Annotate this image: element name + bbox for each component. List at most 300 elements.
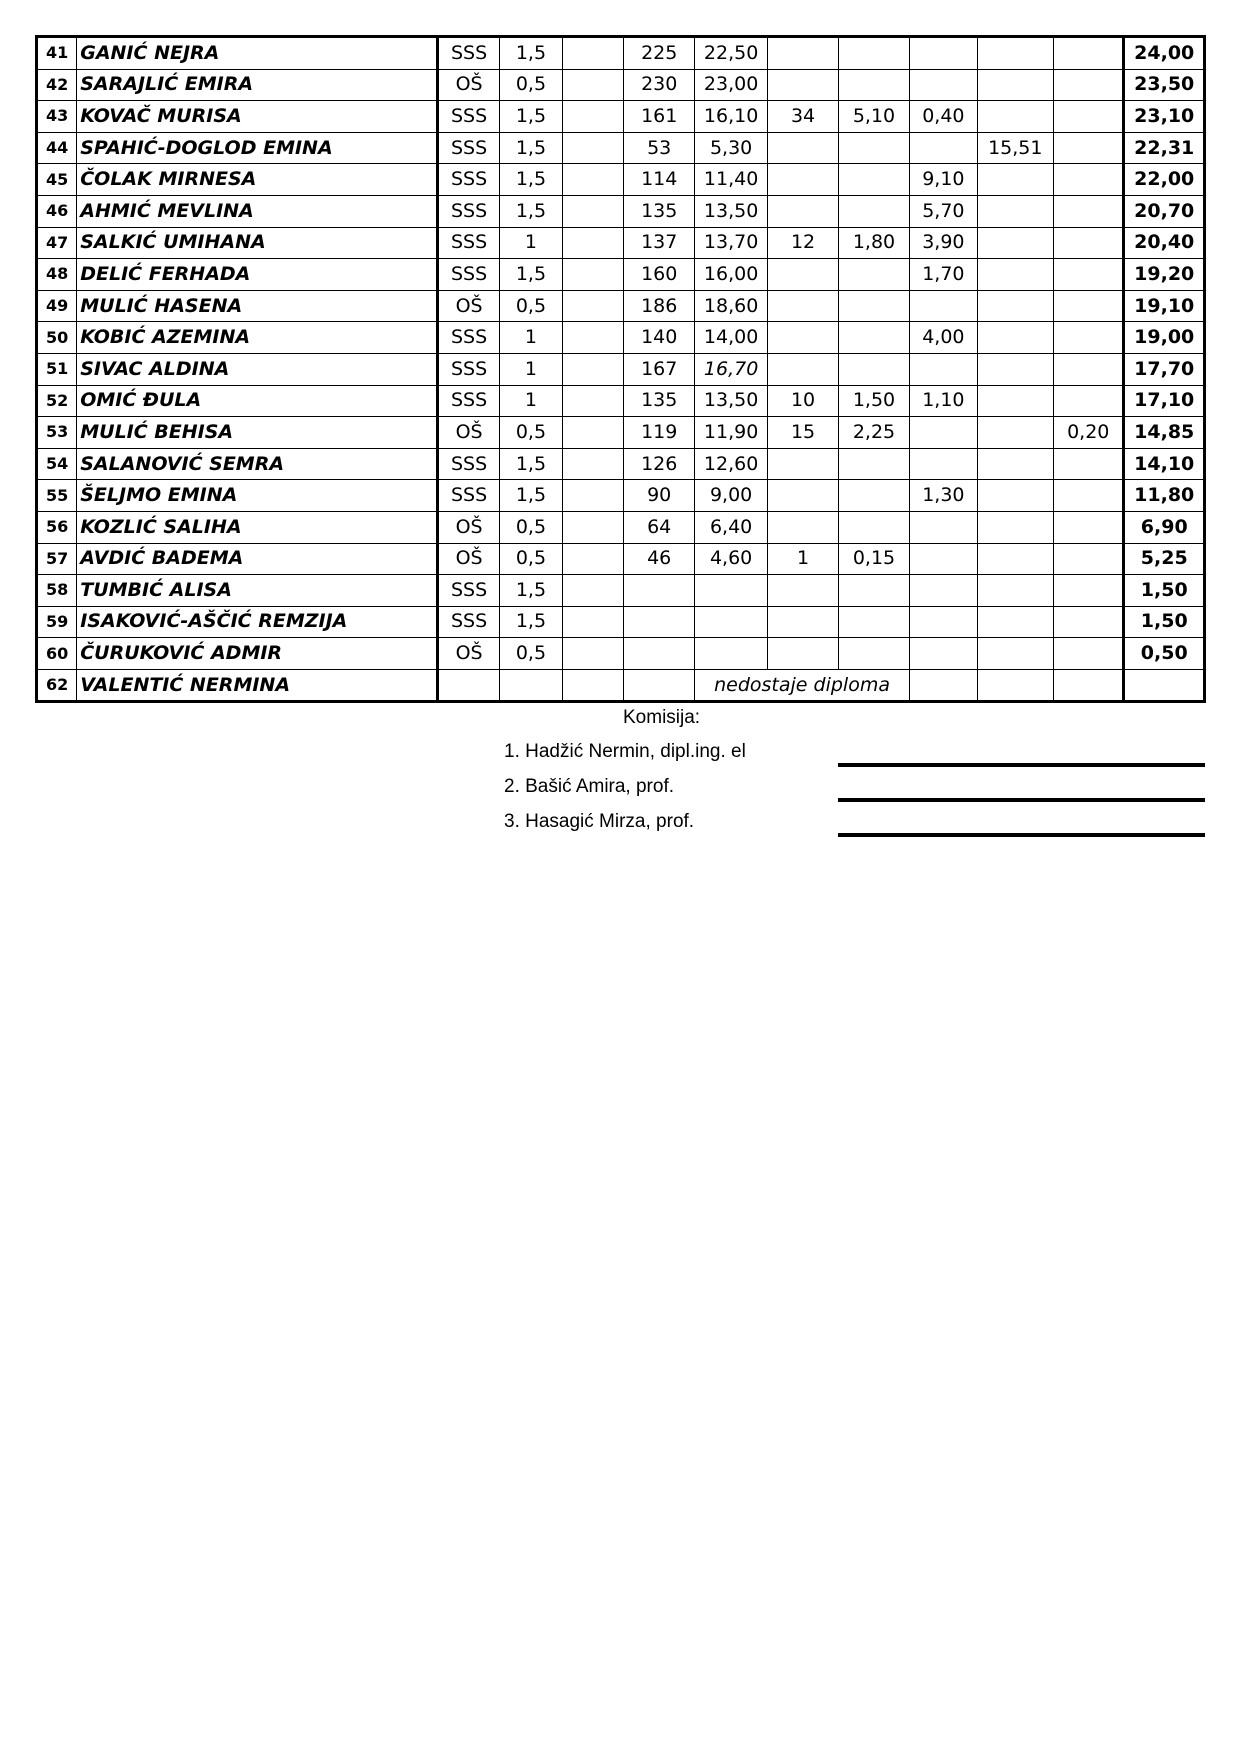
candidate-name: KOZLIĆ SALIHA [77,511,438,543]
score-cell: 5,70 [910,195,977,227]
score-cell [563,353,624,385]
score-cell: 137 [624,227,694,259]
school-level: SSS [438,385,499,417]
score-cell: 16,70 [694,353,767,385]
table-row [37,227,1205,259]
row-number: 48 [37,259,77,291]
score-cell: 1,5 [499,606,562,638]
row-number: 52 [37,385,77,417]
total-points: 0,50 [1124,638,1205,670]
score-cell: 53 [624,132,694,164]
score-cell [977,575,1053,607]
row-number: 49 [37,290,77,322]
score-cell [977,101,1053,133]
table-row [37,575,1205,607]
score-cell: 0,5 [499,290,562,322]
score-cell [977,606,1053,638]
score-cell: 12 [768,227,838,259]
score-cell: 2,25 [838,417,909,449]
score-cell [1054,511,1124,543]
score-cell: 3,90 [910,227,977,259]
table-row [37,37,1205,70]
score-cell: 23,00 [694,69,767,101]
score-cell [1054,606,1124,638]
score-cell [977,164,1053,196]
candidate-name: OMIĆ ĐULA [77,385,438,417]
score-cell [563,638,624,670]
score-cell: 135 [624,195,694,227]
score-cell [768,259,838,291]
score-cell: 1,5 [499,37,562,70]
score-cell: 1,5 [499,448,562,480]
total-points: 14,10 [1124,448,1205,480]
school-level: SSS [438,132,499,164]
candidate-name: SALKIĆ UMIHANA [77,227,438,259]
table-row [37,448,1205,480]
score-cell [694,575,767,607]
score-cell: 1 [499,322,562,354]
school-level: SSS [438,606,499,638]
row-number: 44 [37,132,77,164]
score-cell [1054,385,1124,417]
score-cell [768,195,838,227]
score-cell: 1,80 [838,227,909,259]
score-cell: 1,5 [499,164,562,196]
candidate-name: MULIĆ BEHISA [77,417,438,449]
cell [910,669,977,702]
score-cell [977,638,1053,670]
school-level: OŠ [438,417,499,449]
candidate-name: KOVAČ MURISA [77,101,438,133]
score-cell [1054,353,1124,385]
score-cell [1054,638,1124,670]
score-cell [977,448,1053,480]
table-row [37,69,1205,101]
score-cell: 15,51 [977,132,1053,164]
score-cell: 135 [624,385,694,417]
score-cell: 0,20 [1054,417,1124,449]
score-cell: 1,10 [910,385,977,417]
table-row [37,353,1205,385]
school-level: SSS [438,195,499,227]
score-cell: 0,5 [499,417,562,449]
school-level: SSS [438,259,499,291]
score-cell [768,290,838,322]
score-cell [563,385,624,417]
table-row [37,322,1205,354]
total-points: 17,10 [1124,385,1205,417]
candidate-name: SPAHIĆ-DOGLOD EMINA [77,132,438,164]
score-cell [768,511,838,543]
score-cell [1054,227,1124,259]
row-number: 46 [37,195,77,227]
score-cell [910,606,977,638]
candidate-name: TUMBIĆ ALISA [77,575,438,607]
score-cell [838,606,909,638]
score-cell [838,480,909,512]
score-cell [838,164,909,196]
table-row [37,606,1205,638]
score-cell: 18,60 [694,290,767,322]
table-row [37,638,1205,670]
score-cell [768,37,838,70]
score-cell [563,164,624,196]
score-cell [768,132,838,164]
signature-line-2 [838,798,1205,802]
score-cell [838,448,909,480]
row-number: 54 [37,448,77,480]
score-cell: 4,60 [694,543,767,575]
score-cell [1054,164,1124,196]
candidate-name: ISAKOVIĆ-AŠČIĆ REMZIJA [77,606,438,638]
score-cell [838,638,909,670]
score-cell [768,353,838,385]
candidate-name: ŠELJMO EMINA [77,480,438,512]
total-points: 19,00 [1124,322,1205,354]
score-cell: 1,5 [499,259,562,291]
candidate-name: MULIĆ HASENA [77,290,438,322]
score-cell: 1,5 [499,480,562,512]
score-cell [910,543,977,575]
row-number: 56 [37,511,77,543]
score-cell [768,575,838,607]
candidate-name: SALANOVIĆ SEMRA [77,448,438,480]
score-cell [910,575,977,607]
school-level: SSS [438,353,499,385]
score-cell: 13,50 [694,385,767,417]
score-cell: 160 [624,259,694,291]
commission-member-2: 2. Bašić Amira, prof. [504,776,675,797]
score-cell [977,353,1053,385]
score-cell: 5,30 [694,132,767,164]
score-cell [838,575,909,607]
row-number: 45 [37,164,77,196]
score-cell: 126 [624,448,694,480]
score-cell [563,448,624,480]
candidate-name: ČURUKOVIĆ ADMIR [77,638,438,670]
total-points: 14,85 [1124,417,1205,449]
score-cell: 0,5 [499,511,562,543]
score-cell [838,132,909,164]
score-cell [768,69,838,101]
total-points: 1,50 [1124,606,1205,638]
score-cell [768,480,838,512]
score-cell [768,322,838,354]
row-number: 53 [37,417,77,449]
total-points: 19,10 [1124,290,1205,322]
score-cell: 14,00 [694,322,767,354]
score-cell: 22,50 [694,37,767,70]
row-number: 43 [37,101,77,133]
score-cell: 0,5 [499,543,562,575]
commission-member-1: 1. Hadžić Nermin, dipl.ing. el [504,741,746,762]
candidate-name: DELIĆ FERHADA [77,259,438,291]
score-cell: 64 [624,511,694,543]
total-points: 11,80 [1124,480,1205,512]
row-number: 58 [37,575,77,607]
total-points: 22,31 [1124,132,1205,164]
table-row [37,164,1205,196]
score-cell [694,606,767,638]
score-cell [977,227,1053,259]
score-cell [838,353,909,385]
score-cell [624,575,694,607]
score-cell [977,417,1053,449]
score-cell: 16,00 [694,259,767,291]
row-number: 41 [37,37,77,70]
total-points: 5,25 [1124,543,1205,575]
score-cell [838,259,909,291]
row-number: 42 [37,69,77,101]
total-points: 17,70 [1124,353,1205,385]
score-cell [838,322,909,354]
score-cell [1054,37,1124,70]
score-cell [910,132,977,164]
score-cell [1054,290,1124,322]
row-number: 60 [37,638,77,670]
score-cell: 46 [624,543,694,575]
school-level: SSS [438,480,499,512]
commission-member-3: 3. Hasagić Mirza, prof. [504,811,695,832]
score-cell: 1 [768,543,838,575]
score-cell [1054,195,1124,227]
score-cell [563,259,624,291]
table-row [37,101,1205,133]
score-cell [563,132,624,164]
score-cell [1054,322,1124,354]
score-cell [1054,259,1124,291]
score-cell: 9,00 [694,480,767,512]
score-cell: 1 [499,227,562,259]
score-cell: 0,40 [910,101,977,133]
score-cell: 12,60 [694,448,767,480]
score-cell [910,69,977,101]
total-points: 6,90 [1124,511,1205,543]
score-cell [977,290,1053,322]
score-cell [977,511,1053,543]
score-cell [1054,480,1124,512]
score-cell: 34 [768,101,838,133]
score-cell [563,480,624,512]
score-cell [838,290,909,322]
school-level: OŠ [438,69,499,101]
score-cell [977,195,1053,227]
score-cell: 90 [624,480,694,512]
score-cell: 13,70 [694,227,767,259]
score-cell [563,322,624,354]
school-level: OŠ [438,638,499,670]
score-cell [910,511,977,543]
table-row [37,669,1205,702]
score-cell [563,575,624,607]
score-cell [768,164,838,196]
table-row [37,259,1205,291]
score-cell: 1 [499,353,562,385]
row-number: 57 [37,543,77,575]
score-cell [768,606,838,638]
score-cell: 9,10 [910,164,977,196]
score-cell: 16,10 [694,101,767,133]
score-cell: 167 [624,353,694,385]
score-cell [838,69,909,101]
score-cell: 119 [624,417,694,449]
score-cell [563,195,624,227]
signature-line-3 [838,833,1205,837]
school-level: SSS [438,448,499,480]
score-cell [977,322,1053,354]
commission-title: Komisija: [623,707,701,728]
candidate-name: VALENTIĆ NERMINA [77,669,438,702]
score-cell: 0,5 [499,638,562,670]
total-points: 20,70 [1124,195,1205,227]
score-cell: 5,10 [838,101,909,133]
table-row [37,480,1205,512]
candidate-name: SIVAC ALDINA [77,353,438,385]
row-number: 51 [37,353,77,385]
score-cell: 1,70 [910,259,977,291]
score-cell: 6,40 [694,511,767,543]
total-points: 24,00 [1124,37,1205,70]
score-cell [1054,69,1124,101]
school-level: OŠ [438,511,499,543]
score-cell [563,101,624,133]
score-cell [838,37,909,70]
score-cell [910,638,977,670]
score-cell [563,606,624,638]
school-level: OŠ [438,543,499,575]
score-cell: 11,40 [694,164,767,196]
score-cell [977,69,1053,101]
score-cell [1054,575,1124,607]
score-cell: 0,5 [499,69,562,101]
total-points: 20,40 [1124,227,1205,259]
score-cell [563,417,624,449]
score-cell: 140 [624,322,694,354]
row-number: 62 [37,669,77,702]
table-row [37,511,1205,543]
score-cell [1054,448,1124,480]
score-cell [977,480,1053,512]
table-row [37,385,1205,417]
candidate-name: ČOLAK MIRNESA [77,164,438,196]
score-cell [1054,543,1124,575]
cell [624,669,694,702]
score-cell [838,195,909,227]
total-points [1124,669,1205,702]
score-cell [563,37,624,70]
score-cell [563,69,624,101]
score-cell: 186 [624,290,694,322]
score-cell: 15 [768,417,838,449]
missing-diploma-note: nedostaje diploma [694,669,909,702]
table-row [37,417,1205,449]
score-cell [910,353,977,385]
score-cell: 1,5 [499,575,562,607]
score-cell [694,638,767,670]
score-cell: 225 [624,37,694,70]
score-cell: 10 [768,385,838,417]
score-cell: 4,00 [910,322,977,354]
score-cell: 1,5 [499,132,562,164]
table-row [37,195,1205,227]
score-cell [563,511,624,543]
school-level: SSS [438,322,499,354]
cell [563,669,624,702]
score-cell [910,448,977,480]
score-cell [910,417,977,449]
school-level: SSS [438,575,499,607]
score-cell: 1,30 [910,480,977,512]
score-cell: 1,5 [499,195,562,227]
score-cell: 114 [624,164,694,196]
score-cell: 161 [624,101,694,133]
score-cell [1054,101,1124,133]
score-cell: 1,5 [499,101,562,133]
candidate-name: KOBIĆ AZEMINA [77,322,438,354]
score-cell [563,543,624,575]
school-level: SSS [438,227,499,259]
score-cell [563,290,624,322]
candidate-name: SARAJLIĆ EMIRA [77,69,438,101]
total-points: 19,20 [1124,259,1205,291]
school-level: OŠ [438,290,499,322]
score-cell [977,37,1053,70]
total-points: 23,50 [1124,69,1205,101]
score-cell: 230 [624,69,694,101]
candidate-name: AHMIĆ MEVLINA [77,195,438,227]
signature-line-1 [838,763,1205,767]
results-table [35,35,1206,703]
score-cell [977,259,1053,291]
score-cell [563,227,624,259]
table-row [37,543,1205,575]
total-points: 22,00 [1124,164,1205,196]
score-cell: 11,90 [694,417,767,449]
score-cell: 0,15 [838,543,909,575]
score-cell [624,606,694,638]
total-points: 1,50 [1124,575,1205,607]
school-level: SSS [438,37,499,70]
score-cell [910,37,977,70]
row-number: 47 [37,227,77,259]
score-cell [1054,132,1124,164]
table-row [37,290,1205,322]
row-number: 50 [37,322,77,354]
score-cell: 13,50 [694,195,767,227]
total-points: 23,10 [1124,101,1205,133]
candidate-name: AVDIĆ BADEMA [77,543,438,575]
cell [499,669,562,702]
score-cell [977,385,1053,417]
score-cell [838,511,909,543]
cell [977,669,1053,702]
score-cell: 1 [499,385,562,417]
score-cell [768,638,838,670]
candidate-name: GANIĆ NEJRA [77,37,438,70]
table-row [37,132,1205,164]
cell [1054,669,1124,702]
school-level: SSS [438,164,499,196]
school-level: SSS [438,101,499,133]
score-cell [977,543,1053,575]
score-cell: 1,50 [838,385,909,417]
row-number: 59 [37,606,77,638]
row-number: 55 [37,480,77,512]
cell [438,669,499,702]
score-cell [768,448,838,480]
score-cell [624,638,694,670]
score-cell [910,290,977,322]
